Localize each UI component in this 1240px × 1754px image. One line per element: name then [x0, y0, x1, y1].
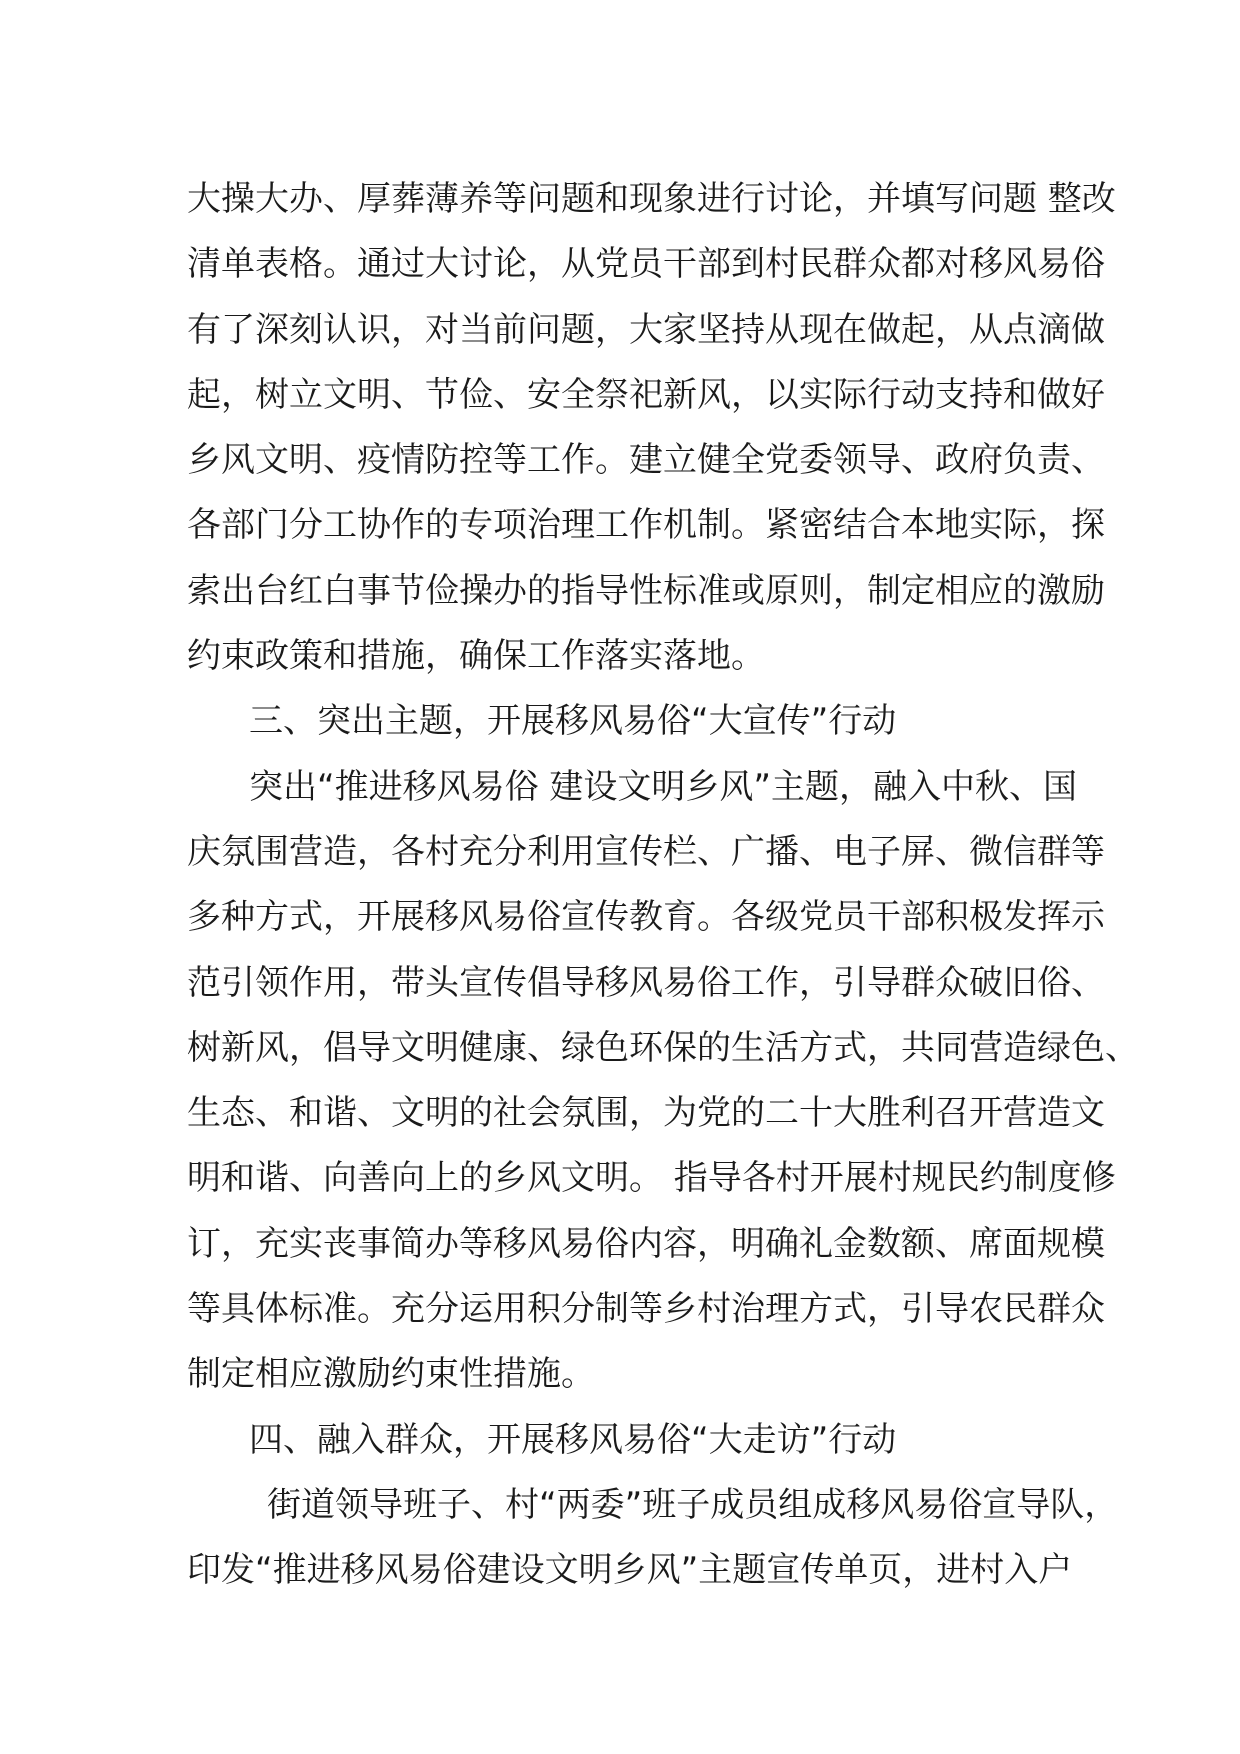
paragraph-line: 多种方式，开展移风易俗宣传教育。各级党员干部积极发挥示	[187, 897, 1105, 938]
paragraph-line: 树新风，倡导文明健康、绿色环保的生活方式，共同营造绿色、	[187, 1027, 1139, 1068]
paragraph-line: 街道领导班子、村“两委”班子成员组成移风易俗宣导队，	[267, 1484, 1119, 1525]
paragraph-line: 起，树立文明、节俭、安全祭祀新风，以实际行动支持和做好	[187, 374, 1105, 415]
paragraph-line: 各部门分工协作的专项治理工作机制。紧密结合本地实际，探	[187, 505, 1105, 546]
paragraph-line: 有了深刻认识，对当前问题，大家坚持从现在做起，从点滴做	[187, 309, 1105, 350]
paragraph-line: 等具体标准。充分运用积分制等乡村治理方式，引导农民群众	[187, 1289, 1105, 1330]
document-body	[187, 167, 1139, 1604]
paragraph-line: 生态、和谐、文明的社会氛围，为党的二十大胜利召开营造文	[187, 1093, 1105, 1134]
paragraph-line: 明和谐、向善向上的乡风文明。 指导各村开展村规民约制度修	[187, 1158, 1116, 1199]
paragraph-line: 清单表格。通过大讨论，从党员干部到村民群众都对移风易俗	[187, 244, 1105, 285]
paragraph-line: 大操大办、厚葬薄养等问题和现象进行讨论，并填写问题 整改	[187, 179, 1116, 219]
section-heading-3: 三、突出主题，开展移风易俗“大宣传”行动	[249, 701, 897, 742]
paragraph-line: 制定相应激励约束性措施。	[187, 1354, 595, 1395]
paragraph-line: 订，充实丧事简办等移风易俗内容，明确礼金数额、席面规模	[187, 1223, 1105, 1264]
section-heading-4: 四、融入群众，开展移风易俗“大走访”行动	[249, 1419, 897, 1460]
paragraph-line: 索出台红白事节俭操办的指导性标准或原则，制定相应的激励	[187, 570, 1105, 611]
paragraph-line: 乡风文明、疫情防控等工作。建立健全党委领导、政府负责、	[187, 440, 1105, 481]
paragraph-line: 范引领作用，带头宣传倡导移风易俗工作，引导群众破旧俗、	[187, 962, 1105, 1003]
paragraph-line: 突出“推进移风易俗 建设文明乡风”主题，融入中秋、国	[249, 766, 1078, 807]
paragraph-line: 庆氛围营造，各村充分利用宣传栏、广播、电子屏、微信群等	[187, 831, 1105, 872]
paragraph-line: 印发“推进移风易俗建设文明乡风”主题宣传单页，进村入户	[187, 1550, 1073, 1591]
paragraph-line: 约束政策和措施，确保工作落实落地。	[187, 636, 765, 677]
